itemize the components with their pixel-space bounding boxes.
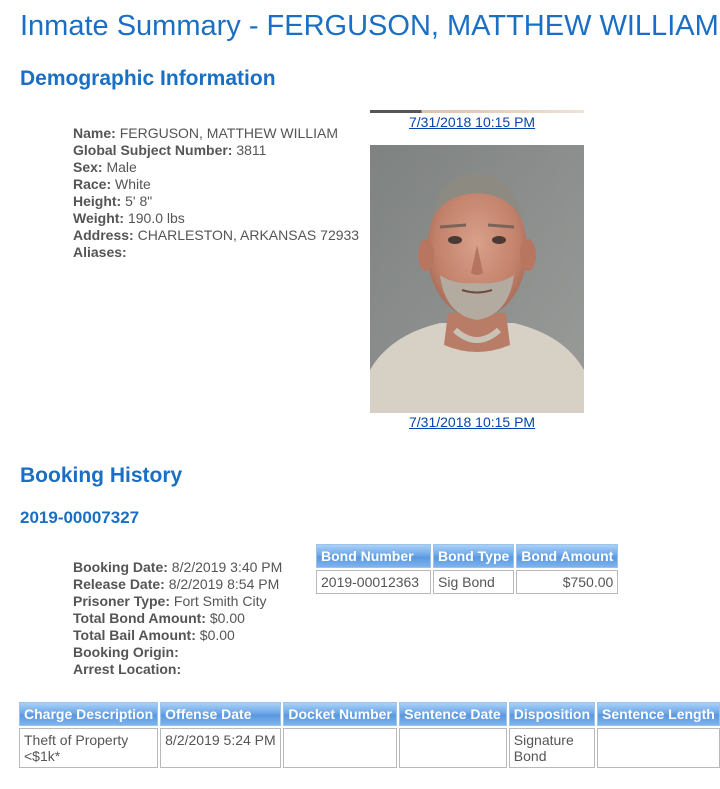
field-booking-date	[73, 559, 282, 576]
bond-type-cell: Sig Bond	[433, 570, 514, 594]
field-label: Prisoner Type:	[73, 593, 170, 609]
field-label: Booking Date:	[73, 559, 168, 575]
field-prisoner-type	[73, 593, 282, 610]
field-value: FERGUSON, MATTHEW WILLIAM	[119, 125, 338, 141]
field-label: Aliases:	[73, 244, 127, 260]
field-value: $0.00	[199, 627, 235, 643]
booking-number: 2019-00007327	[20, 508, 140, 527]
field-total-bond-amount	[73, 610, 282, 627]
field-value: CHARLESTON, ARKANSAS 72933	[137, 227, 360, 243]
field-label: Name:	[73, 125, 116, 141]
sentence-date-cell	[399, 728, 507, 768]
sentence-length-cell	[597, 728, 720, 768]
field-booking-origin	[73, 644, 282, 661]
field-value: 3811	[236, 142, 267, 158]
mugshot-photo[interactable]	[370, 145, 584, 413]
photo-thumbnail-strip[interactable]	[370, 110, 584, 113]
field-label: Address:	[73, 227, 134, 243]
offense-date-cell: 8/2/2019 5:24 PM	[160, 728, 281, 768]
field-sex	[73, 159, 359, 176]
bond-amount-cell: $750.00	[516, 570, 618, 594]
bond-type-header[interactable]: Bond Type	[433, 544, 514, 568]
field-address	[73, 227, 359, 244]
field-race	[73, 176, 359, 193]
field-label: Sex:	[73, 159, 103, 175]
demographic-heading: Demographic Information	[20, 67, 276, 90]
docket-number-cell	[283, 728, 397, 768]
field-arrest-location	[73, 661, 282, 678]
field-global-subject-number	[73, 142, 359, 159]
field-label: Global Subject Number:	[73, 142, 233, 158]
demographic-info	[73, 125, 359, 261]
field-release-date	[73, 576, 282, 593]
sentence-date-header[interactable]: Sentence Date	[399, 702, 507, 726]
field-value: 190.0 lbs	[127, 210, 185, 226]
table-row	[316, 570, 618, 594]
field-label: Total Bond Amount:	[73, 610, 206, 626]
charges-table	[17, 700, 720, 770]
charge-description-header[interactable]: Charge Description	[19, 702, 158, 726]
field-label: Release Date:	[73, 576, 165, 592]
field-value: 8/2/2019 3:40 PM	[171, 559, 283, 575]
docket-number-header[interactable]: Docket Number	[283, 702, 397, 726]
bond-table-header	[316, 544, 618, 568]
field-label: Height:	[73, 193, 122, 209]
charges-table-header	[19, 702, 720, 726]
field-label: Total Bail Amount:	[73, 627, 196, 643]
field-value: 5' 8"	[125, 193, 153, 209]
mugshot-image	[370, 145, 584, 413]
field-height	[73, 193, 359, 210]
field-aliases	[73, 244, 359, 261]
field-label: Race:	[73, 176, 112, 192]
field-label: Arrest Location:	[73, 661, 182, 677]
field-label: Booking Origin:	[73, 644, 179, 660]
field-label: Weight:	[73, 210, 125, 226]
field-value: $0.00	[209, 610, 245, 626]
bond-table	[314, 542, 620, 596]
photo-date-link[interactable]: 7/31/2018 10:15 PM	[409, 414, 536, 430]
table-row	[19, 728, 720, 768]
disposition-header[interactable]: Disposition	[509, 702, 595, 726]
bond-number-cell: 2019-00012363	[316, 570, 431, 594]
photo-date-link[interactable]: 7/31/2018 10:15 PM	[409, 114, 536, 130]
booking-info	[73, 559, 282, 678]
sentence-length-header[interactable]: Sentence Length	[597, 702, 720, 726]
booking-history-heading: Booking History	[20, 464, 183, 487]
field-value: Fort Smith City	[173, 593, 267, 609]
page-title: Inmate Summary - FERGUSON, MATTHEW WILLIAM	[20, 10, 719, 42]
disposition-cell: Signature Bond	[509, 728, 595, 768]
offense-date-header[interactable]: Offense Date	[160, 702, 281, 726]
field-value: Male	[106, 159, 137, 175]
field-value: White	[115, 176, 151, 192]
field-value: 8/2/2019 8:54 PM	[168, 576, 280, 592]
field-name	[73, 125, 359, 142]
bond-number-header[interactable]: Bond Number	[316, 544, 431, 568]
field-total-bail-amount	[73, 627, 282, 644]
bond-amount-header[interactable]: Bond Amount	[516, 544, 618, 568]
charge-description-cell: Theft of Property <$1k*	[19, 728, 158, 768]
field-weight	[73, 210, 359, 227]
